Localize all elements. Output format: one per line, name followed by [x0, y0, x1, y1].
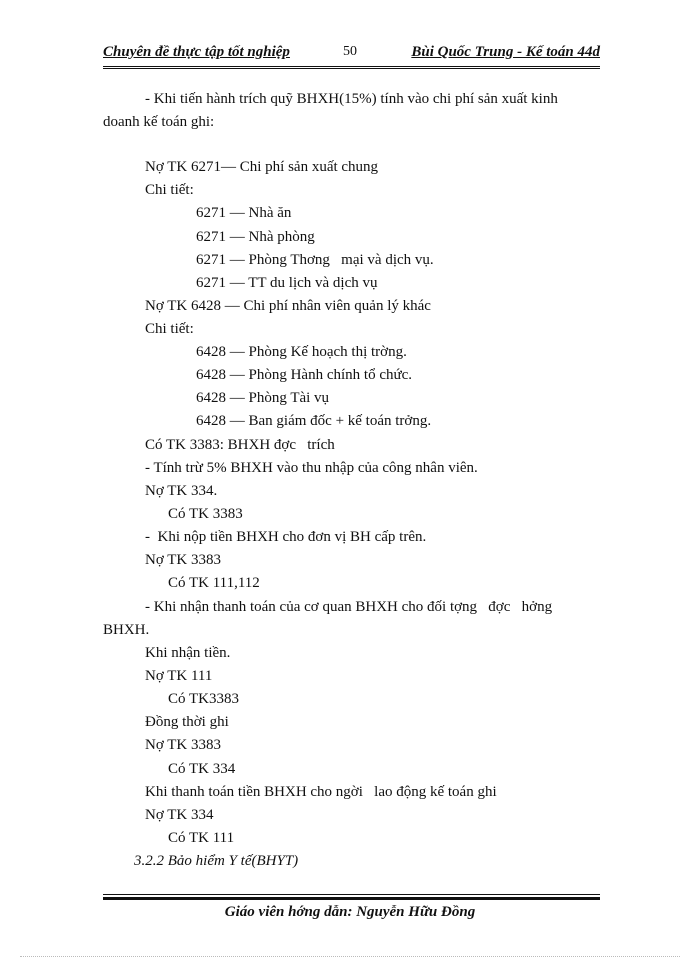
detail-line: 6428 — Phòng Hành chính tổ chức.: [196, 367, 413, 383]
entry-line: Có TK 3383: [168, 506, 243, 522]
entry-line: Nợ TK 3383: [145, 552, 221, 568]
paragraph-line: Đồng thời ghi: [145, 714, 229, 730]
entry-line: Có TK 334: [168, 761, 236, 777]
section-heading: 3.2.2 Bảo hiểm Y tế(BHYT): [134, 853, 299, 869]
paragraph-line: - Khi nộp tiền BHXH cho đơn vị BH cấp trên.: [145, 529, 427, 545]
entry-line: Nợ TK 111: [145, 668, 213, 684]
entry-line: Có TK 3383: BHXH đợc trích: [145, 437, 335, 453]
footer-rule: [103, 894, 600, 895]
paragraph-line: Khi nhận tiền.: [145, 645, 231, 661]
paragraph-line: doanh kế toán ghi:: [103, 114, 215, 130]
page-number: 50: [343, 44, 357, 59]
entry-line: Nợ TK 6271— Chi phí sản xuất chung: [145, 159, 379, 175]
entry-line: Nợ TK 3383: [145, 737, 221, 753]
detail-line: 6271 — Phòng Thơng mại và dịch vụ.: [196, 252, 434, 268]
header-rule: [103, 66, 600, 69]
entry-line: Nợ TK 334: [145, 807, 214, 823]
detail-line: 6271 — Nhà ăn: [196, 205, 292, 221]
detail-line: 6271 — Nhà phòng: [196, 229, 315, 245]
page-footer: Giáo viên hớng dẫn: Nguyễn Hữu Đồng: [224, 904, 476, 920]
header-author: Bùi Quốc Trung - Kế toán 44d: [411, 44, 600, 60]
entry-line: Chi tiết:: [145, 321, 194, 337]
detail-line: 6428 — Ban giám đốc + kế toán trởng.: [196, 413, 432, 429]
page-bottom-divider: [20, 956, 680, 957]
detail-line: 6428 — Phòng Tài vụ: [196, 390, 330, 406]
page-header: [103, 44, 600, 66]
paragraph-line: - Khi nhận thanh toán của cơ quan BHXH cho đối tợng đợc hởng: [145, 599, 553, 615]
paragraph-line: - Tính trừ 5% BHXH vào thu nhập của công nhân viên.: [145, 460, 478, 476]
paragraph-line: Khi thanh toán tiền BHXH cho ngời lao động kế toán ghi: [145, 784, 497, 800]
header-title: Chuyên đề thực tập tốt nghiệp: [103, 44, 290, 60]
footer-rule-thick: [103, 897, 600, 900]
detail-line: 6271 — TT du lịch và dịch vụ: [196, 275, 378, 291]
entry-line: Chi tiết:: [145, 182, 194, 198]
entry-line: Nợ TK 6428 — Chi phí nhân viên quản lý khác: [145, 298, 431, 314]
entry-line: Nợ TK 334.: [145, 483, 218, 499]
entry-line: Có TK3383: [168, 691, 239, 707]
detail-line: 6428 — Phòng Kế hoạch thị trờng.: [196, 344, 407, 360]
entry-line: Có TK 111,112: [168, 575, 260, 591]
entry-line: Có TK 111: [168, 830, 235, 846]
paragraph-line: - Khi tiến hành trích quỹ BHXH(15%) tính vào chi phí sản xuất kinh: [145, 91, 558, 107]
paragraph-line: BHXH.: [103, 622, 150, 638]
